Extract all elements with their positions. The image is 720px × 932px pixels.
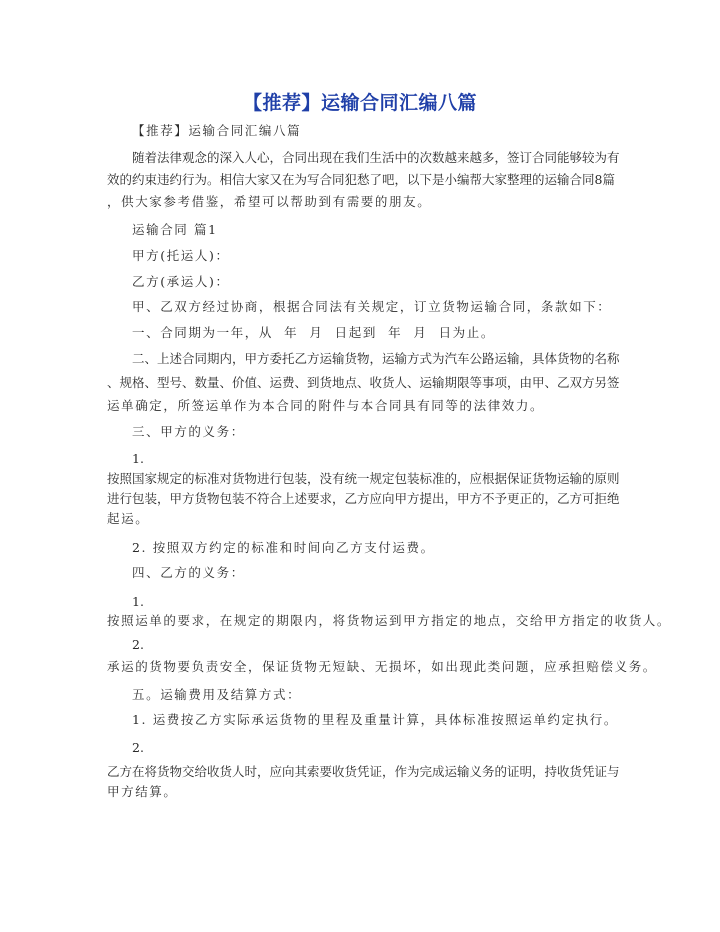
clause-line: 一、合同期为一年，从 年 月 日起到 年 月 日为止。: [132, 325, 495, 340]
clause-line: 承运的货物要负责安全，保证货物无短缺、无损坏，如出现此类问题，应承担赔偿义务。: [107, 659, 657, 674]
clause-line: 乙方在将货物交给收货人时，应向其索要收货凭证，作为完成运输义务的证明，持收货凭证与: [107, 764, 620, 779]
intro-paragraph-line: 效的约束违约行为。相信大家又在为写合同犯愁了吧，以下是小编帮大家整理的运输合同8篇: [107, 172, 615, 187]
section-heading: 运输合同 篇1: [132, 222, 218, 237]
clause-line: 运单确定，所签运单作为本合同的附件与本合同具有同等的法律效力。: [107, 398, 545, 413]
item-number: 1.: [132, 594, 144, 609]
subtitle-line: 【推荐】运输合同汇编八篇: [132, 123, 302, 138]
intro-paragraph-line: ，供大家参考借鉴，希望可以帮助到有需要的朋友。: [107, 194, 432, 209]
item-number: 2.: [132, 637, 144, 652]
clause-line: 2. 按照双方约定的标准和时间向乙方支付运费。: [132, 540, 435, 555]
clause-line: 1. 运费按乙方实际承运货物的里程及重量计算，具体标准按照运单约定执行。: [132, 712, 619, 727]
item-number: 2.: [132, 740, 144, 755]
document-title: 【推荐】运输合同汇编八篇: [242, 93, 477, 114]
clause-line: 、规格、型号、数量、价值、运费、到货地点、收货人、运输期限等事项，由甲、乙双方另签: [107, 375, 620, 390]
clause-heading: 三、甲方的义务：: [132, 424, 245, 439]
clause-line: 起运。: [107, 511, 150, 526]
clause-line: 按照国家规定的标准对货物进行包装，没有统一规定包装标准的，应根据保证货物运输的原则: [107, 471, 620, 486]
item-number: 1.: [132, 451, 144, 466]
clause-line: 二、上述合同期内，甲方委托乙方运输货物，运输方式为汽车公路运输，具体货物的名称: [132, 351, 620, 366]
intro-paragraph-line: 随着法律观念的深入人心，合同出现在我们生活中的次数越来越多，签订合同能够较为有: [132, 150, 620, 165]
clause-heading: 四、乙方的义务：: [132, 565, 245, 580]
clause-line: 甲方结算。: [107, 784, 178, 799]
clause-line: 甲、乙双方经过协商，根据合同法有关规定，订立货物运输合同，条款如下：: [132, 299, 612, 314]
clause-line: 按照运单的要求，在规定的期限内，将货物运到甲方指定的地点，交给甲方指定的收货人。: [107, 613, 672, 628]
party-b-line: 乙方(承运人)：: [132, 274, 230, 289]
clause-heading: 五。运输费用及结算方式：: [132, 687, 302, 702]
clause-line: 进行包装，甲方货物包装不符合上述要求，乙方应向甲方提出，甲方不予更正的，乙方可拒绝: [107, 491, 620, 506]
party-a-line: 甲方(托运人)：: [132, 248, 230, 263]
